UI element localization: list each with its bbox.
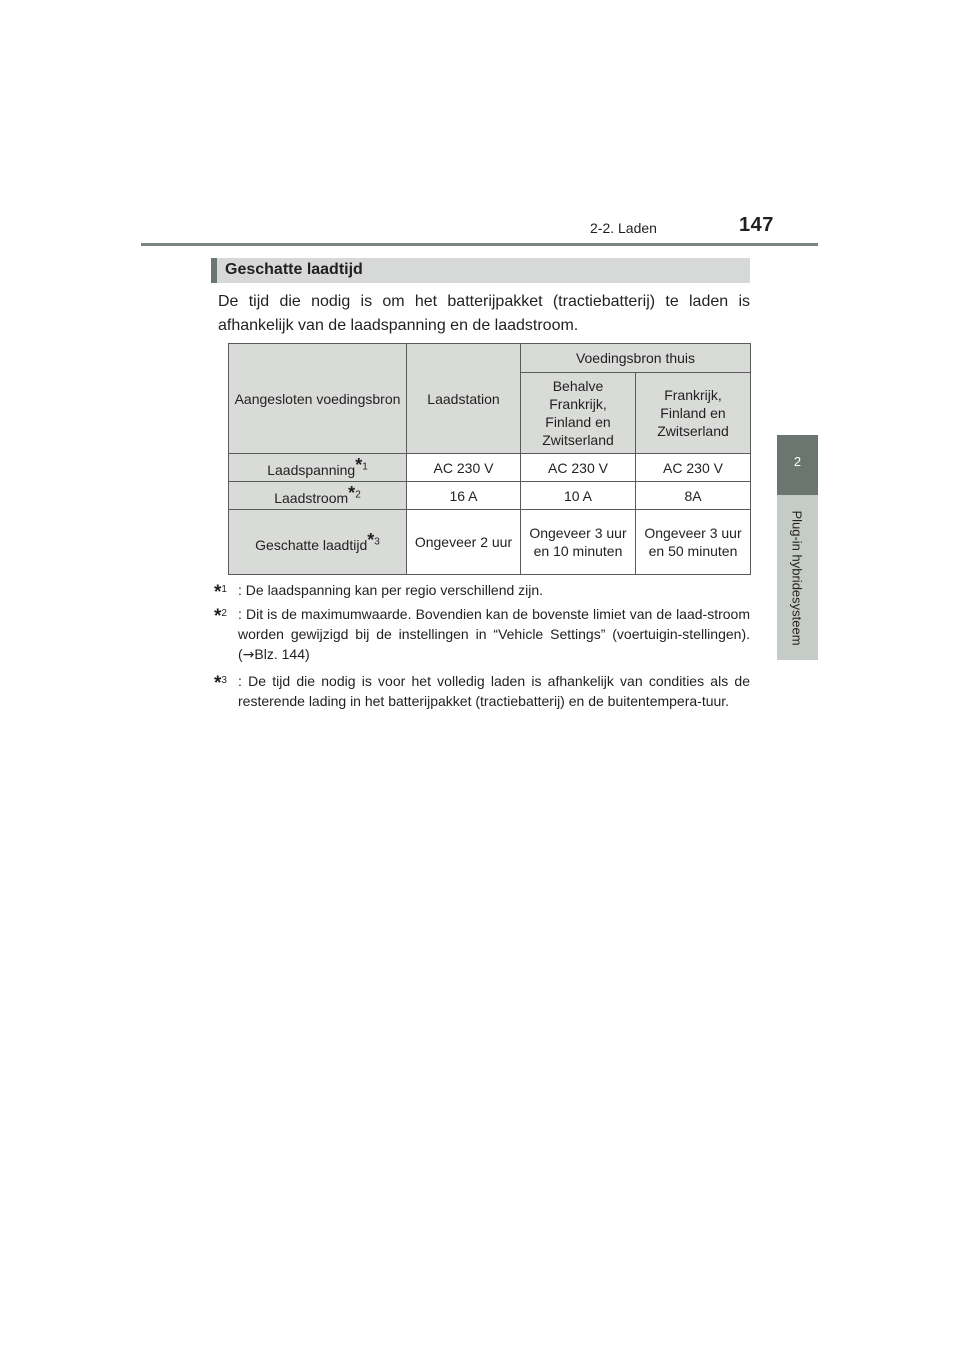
table-cell: 16 A [407,482,521,510]
footnote-3 [214,671,750,711]
header-cell-home: Voedingsbron thuis [521,344,751,373]
charging-time-table [228,343,751,575]
footnote-star: * [348,483,356,503]
footnote-1 [214,580,750,603]
header-cell-source: Aangesloten voedingsbron [229,344,407,454]
header-cell-station: Laadstation [407,344,521,454]
header-cell-home-fr: Frankrijk, Finland en Zwitserland [636,373,751,454]
header-cell-home-other: Behalve Frankrijk, Finland en Zwitserland [521,373,636,454]
footnote-star: * [355,455,363,475]
running-header-section: 2-2. Laden [590,220,657,236]
footnote-2 [214,604,750,665]
table-cell: Ongeveer 2 uur [407,510,521,575]
table-cell: Ongeveer 3 uur en 50 minuten [636,510,751,575]
table-row [229,510,751,575]
header-divider [141,243,818,246]
row-label: Laadspanning*$^1$ [229,454,407,482]
footnote-text: : Dit is de maximumwaarde. Bovendien kan de bovenste limiet van de laad-stroom worden gewijzigd bij de instellingen in “Vehicle Settings” (voertuigin-stellingen). (→Blz. 144) [238,606,750,663]
row-label: Laadstroom*$^2$ [229,482,407,510]
table-cell: 8A [636,482,751,510]
table-cell: 10 A [521,482,636,510]
footnote-marker: *$^1$ [214,582,227,603]
footnote-text: : De tijd die nodig is voor het volledig laden is afhankelijk van condities als de resterende lading in het batterijpakket (tractiebatterij) en de buitentempera-tuur. [238,673,750,709]
table-cell: Ongeveer 3 uur en 10 minuten [521,510,636,575]
row-label: Geschatte laadtijd*$^3$ [229,510,407,575]
chapter-tab-title: Plug-in hybridesysteem [789,510,805,646]
footnote-star: * [367,529,375,550]
section-heading-title: Geschatte laadtijd [225,261,363,278]
table-cell: AC 230 V [636,454,751,482]
table-cell: AC 230 V [407,454,521,482]
table-row [229,482,751,510]
footnote-marker: *$^2$ [214,606,227,627]
page-number: 147 [739,214,774,236]
intro-paragraph: De tijd die nodig is om het batterijpakket (tractiebatterij) te laden is afhankelijk van de laadspanning en de laadstroom. [218,293,750,334]
table-cell: AC 230 V [521,454,636,482]
footnote-text: : De laadspanning kan per regio verschillend zijn. [238,582,544,598]
section-heading [211,258,750,283]
page-reference: Blz. 144) [254,646,310,662]
table-row [229,454,751,482]
footnote-marker: *$^3$ [214,673,227,694]
page-ref-arrow-icon: → [242,647,255,663]
chapter-tab-number: 2 [793,454,802,469]
section-heading-accent [211,258,217,283]
